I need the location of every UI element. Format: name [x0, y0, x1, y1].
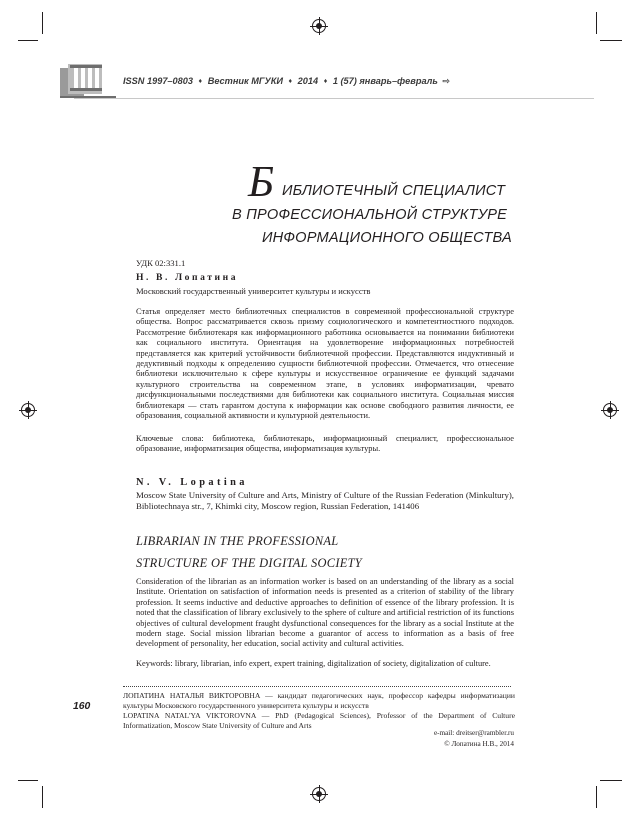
running-header: [123, 76, 593, 87]
header-issue: 1 (57) январь–февраль: [332, 76, 438, 86]
footnote-ru: ЛОПАТИНА НАТАЛЬЯ ВИКТОРОВНА — кандидат педагогических наук, профессор кафедры информатизации культуры Московского государственного университета культуры и искусств: [123, 691, 515, 710]
title-en-line1: LIBRARIAN IN THE PROFESSIONAL: [136, 534, 339, 548]
keywords-en: Keywords: library, librarian, info expert, expert training, digitalization of society, digitalization of culture.: [136, 659, 491, 668]
arrow-icon: ⇨: [442, 76, 451, 86]
footnote-en: LOPATINA NATAL'YA VIKTOROVNA — PhD (Pedagogical Sciences), Professor of the Department of Culture Informatization, Moscow State University of Culture and Arts: [123, 711, 515, 730]
header-year: 2014: [297, 76, 319, 86]
registration-mark-icon: [603, 403, 617, 417]
header-rule: [74, 98, 594, 99]
crop-mark: [596, 12, 597, 34]
title-ru-line1: ИБЛИОТЕЧНЫЙ СПЕЦИАЛИСТ: [282, 183, 506, 199]
crop-mark: [18, 780, 38, 781]
udk-code: УДК 02:331.1: [136, 258, 186, 268]
footnote-divider: [123, 686, 511, 687]
title-en-line2: STRUCTURE OF THE DIGITAL SOCIETY: [136, 556, 362, 570]
affiliation-en: Moscow State University of Culture and Arts, Ministry of Culture of the Russian Federation (Minkultury), Bibliotechnaya str., 7, Khimki city, Moscow region, Russian Federation, 141406: [136, 490, 514, 511]
author-ru: Н. В. Лопатина: [136, 272, 239, 283]
bullet-icon: ♦: [323, 78, 328, 85]
crop-mark: [600, 780, 622, 781]
registration-mark-icon: [312, 19, 326, 33]
crop-mark: [596, 786, 597, 808]
bullet-icon: ♦: [198, 78, 203, 85]
registration-mark-icon: [312, 787, 326, 801]
crop-mark: [18, 40, 38, 41]
crop-mark: [600, 40, 622, 41]
affiliation-ru: Московский государственный университет культуры и искусств: [136, 286, 371, 296]
header-journal: Вестник МГУКИ: [207, 76, 283, 86]
copyright: © Лопатина Н.В., 2014: [444, 740, 514, 748]
author-email: e-mail: dreitser@rambler.ru: [433, 729, 514, 737]
abstract-ru: Статья определяет место библиотечных специалистов в современной профессиональной структуре общества. Вопрос рассматривается сквозь призму социологического и компетентностного подходов. Рассмотрение библиотекаря как информационного работника основывается на понимании библиотеки как социального института. Ориентация на удовлетворение информационных потребностей представляется как критерий устойчивости библиотечной профессии. Представляются индуктивный и дедуктивный подходы к определению сущности библиотечной профессии. Отмечается, что отнесение библиотеки исключительно к сфере культуры и искусственное ограничение ее функций задачами культурного строительства на современном этапе, в условиях информатизации, чревато дисфункциональными последствиями для библиотеки как социального института. Социальная миссия библиотекаря — стать гарантом доступа к информации как основе свободного развития личности, ее образования, социальной активности и культурной деятельности.: [136, 307, 514, 421]
crop-mark: [42, 12, 43, 34]
title-ru-line3: ИНФОРМАЦИОННОГО ОБЩЕСТВА: [262, 230, 512, 246]
abstract-en: Consideration of the librarian as an information worker is based on an understanding of the library as a social Institute. Orientation on satisfaction of information needs is presented as a criterion of stability of the library profession. It seems inductive and deductive approaches to definition of essence of the library profession. It is noted that the classification of library exclusively to the sphere of culture and artificial restriction of its functions objectives of cultural development fraught dysfunctional consequences for the library as a social Institute at the modern stage. Social mission librarian become a guarantor of access to information as a basis of free development of personality, her education, social activity and cultural activities.: [136, 577, 514, 649]
keywords-ru: Ключевые слова: библиотека, библиотекарь, информационный специалист, профессиональное образование, информатизация общества, информатизация культуры.: [136, 434, 514, 454]
journal-logo-icon: [60, 62, 116, 100]
page-number: 160: [73, 701, 91, 712]
author-en: N. V. Lopatina: [136, 477, 248, 488]
title-drop-cap: Б: [248, 157, 274, 206]
title-ru-line2: В ПРОФЕССИОНАЛЬНОЙ СТРУКТУРЕ: [232, 207, 508, 223]
crop-mark: [42, 786, 43, 808]
registration-mark-icon: [21, 403, 35, 417]
bullet-icon: ♦: [288, 78, 293, 85]
header-issn: ISSN 1997–0803: [123, 76, 193, 86]
